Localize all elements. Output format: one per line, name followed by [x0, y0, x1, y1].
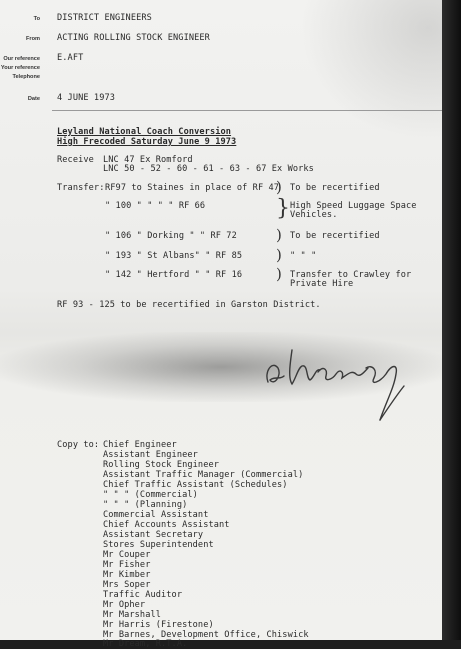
copy-recipient: Assistant Traffic Manager (Commercial) — [103, 470, 304, 480]
date-value: 4 JUNE 1973 — [57, 93, 116, 103]
date-label: Date — [27, 96, 40, 102]
copy-recipient: Chief Accounts Assistant — [103, 520, 230, 530]
bracket: ) — [276, 265, 282, 283]
copy-recipient: Traffic Auditor — [103, 590, 183, 600]
receive-label: Receive — [57, 155, 94, 165]
copy-recipient: Mr Harris (Firestone) — [103, 620, 214, 630]
signature — [262, 338, 412, 428]
transfer-label: Transfer: — [57, 183, 105, 193]
transfer-row-left: " 106 " Dorking " " RF 72 — [105, 231, 237, 241]
our-reference-label: Our reference — [3, 56, 40, 62]
copy-recipient: Assistant Engineer — [103, 450, 198, 460]
copy-recipient: " " " (Planning) — [103, 500, 188, 510]
transfer-row-right: High Speed Luggage Space — [290, 201, 417, 211]
copy-recipient: Mr Marshall — [103, 610, 162, 620]
header-rule — [52, 110, 442, 111]
bracket: } — [276, 196, 290, 221]
copy-recipient: Mr Couper — [103, 550, 151, 560]
subject-line-1: Leyland National Coach Conversion — [57, 127, 232, 137]
copy-recipient: Chief Engineer — [103, 440, 177, 450]
copy-recipient: Mr Kimber — [103, 570, 151, 580]
your-reference-label: Your reference — [0, 65, 40, 71]
bracket: ) — [276, 178, 282, 196]
transfer-row-right: Private Hire — [290, 279, 354, 289]
from-label: From — [26, 36, 40, 42]
receive-line-2: LNC 50 - 52 - 60 - 61 - 63 - 67 Ex Works — [103, 164, 314, 174]
copy-recipient: Stores Superintendent — [103, 540, 214, 550]
transfer-row-left: " 100 " " " " RF 66 — [105, 201, 206, 211]
transfer-row-right: " " " — [290, 251, 317, 261]
bracket: ) — [276, 226, 282, 244]
subject-line-2: High Frecoded Saturday June 9 1973 — [57, 137, 237, 147]
copy-recipient: Rolling Stock Engineer — [103, 460, 220, 470]
transfer-row-right: To be recertified — [290, 231, 380, 241]
page-shadow — [300, 0, 442, 140]
our-reference-value: E.AFT — [57, 53, 84, 63]
copy-recipient: Commercial Assistant — [103, 510, 209, 520]
transfer-row-right: Transfer to Crawley for — [290, 270, 412, 280]
transfer-row-right: To be recertified — [290, 183, 380, 193]
copy-recipient: Chief Traffic Assistant (Schedules) — [103, 480, 288, 490]
copy-recipient: Mr Barnes, Development Office, Chiswick — [103, 630, 309, 640]
bracket: ) — [276, 246, 282, 264]
copy-recipient: Mr Opher — [103, 600, 146, 610]
from-value: ACTING ROLLING STOCK ENGINEER — [57, 33, 210, 43]
telephone-label: Telephone — [12, 74, 40, 80]
copy-recipient: Mr Fisher — [103, 560, 151, 570]
to-label: To — [33, 16, 40, 22]
copy-recipient: Mr Dream, R.T.A. — [103, 639, 188, 649]
recertify-note: RF 93 - 125 to be recertified in Garston District. — [57, 300, 321, 310]
scanner-edge — [442, 0, 461, 640]
transfer-row-left: " 142 " Hertford " " RF 16 — [105, 270, 243, 280]
receive-line-1: LNC 47 Ex Romford — [103, 155, 193, 165]
copy-recipient: Mrs Soper — [103, 580, 151, 590]
transfer-row-left: " 193 " St Albans" " RF 85 — [105, 251, 243, 261]
copy-recipient: Assistant Secretary — [103, 530, 204, 540]
copy-recipient: " " " (Commercial) — [103, 490, 198, 500]
transfer-row-right: Vehicles. — [290, 210, 338, 220]
to-value: DISTRICT ENGINEERS — [57, 13, 152, 23]
copy-to-label: Copy to: — [57, 440, 100, 450]
transfer-row-left: RF97 to Staines in place of RF 47 — [105, 183, 280, 193]
